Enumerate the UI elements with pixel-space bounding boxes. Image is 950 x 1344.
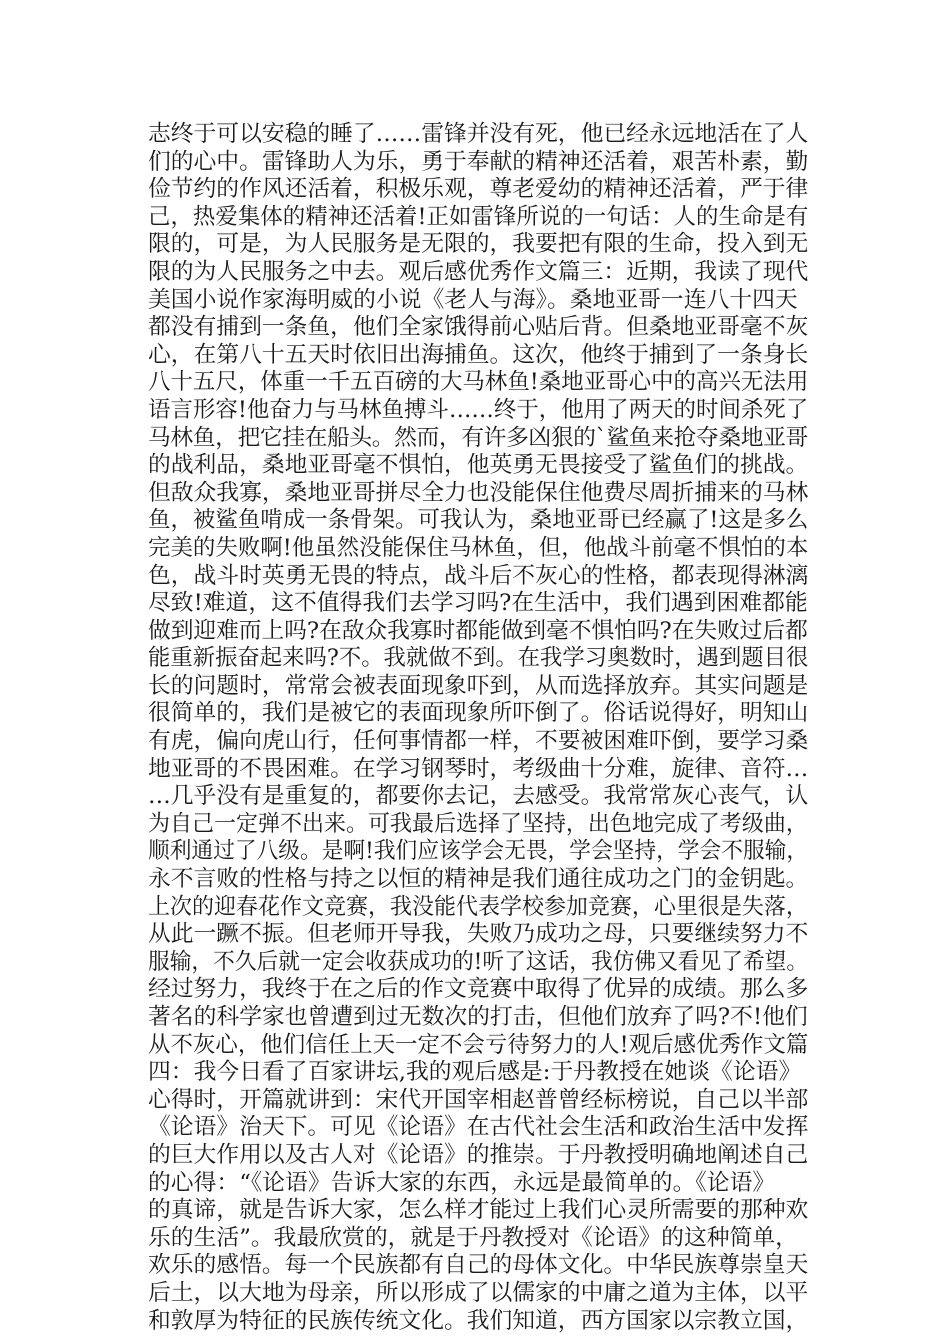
text-line: 俭节约的作风还活着，积极乐观，尊老爱幼的精神还活着，严于律 bbox=[148, 176, 809, 203]
text-line: 心得时，开篇就讲到：宋代开国宰相赵普曾经标榜说，自己以半部 bbox=[148, 1086, 809, 1113]
text-line: 服输，不久后就一定会收获成功的!听了这话，我仿佛又看见了希望。 bbox=[148, 948, 809, 975]
text-line: 己，热爱集体的精神还活着!正如雷锋所说的一句话：人的生命是有 bbox=[148, 203, 809, 230]
text-line: 上次的迎春花作文竞赛，我没能代表学校参加竞赛，心里很是失落， bbox=[148, 893, 808, 920]
text-line: 地亚哥的不畏困难。在学习钢琴时，考级曲十分难，旋律、音符… bbox=[148, 755, 809, 782]
text-line: 和敦厚为特征的民族传统文化。我们知道，西方国家以宗教立国， bbox=[148, 1307, 809, 1334]
text-line: 从此一蹶不振。但老师开导我，失败乃成功之母，只要继续努力不 bbox=[148, 921, 809, 948]
text-line: 经过努力，我终于在之后的作文竞赛中取得了优异的成绩。那么多 bbox=[148, 976, 809, 1003]
text-line: 但敌众我寡，桑地亚哥拼尽全力也没能保住他费尽周折捕来的马林 bbox=[148, 479, 809, 506]
text-line: 著名的科学家也曾遭到过无数次的打击，但他们放弃了吗?不!他们 bbox=[148, 1004, 808, 1030]
text-line: 长的问题时，常常会被表面现象吓到，从而选择放弃。其实问题是 bbox=[148, 672, 809, 699]
text-line: 限的为人民服务之中去。观后感优秀作文篇三：近期，我读了现代 bbox=[148, 258, 809, 285]
text-line: …几乎没有是重复的，都要你去记，去感受。我常常灰心丧气，认 bbox=[148, 783, 809, 810]
text-line: 的巨大作用以及古人对《论语》的推崇。于丹教授明确地阐述自己 bbox=[148, 1141, 809, 1168]
text-line: 《论语》治天下。可见《论语》在古代社会生活和政治生活中发挥 bbox=[148, 1114, 809, 1141]
text-line: 色，战斗时英勇无畏的特点，战斗后不灰心的性格，都表现得淋漓 bbox=[148, 562, 809, 589]
text-line: 后土，以大地为母亲，所以形成了以儒家的中庸之道为主体，以平 bbox=[148, 1279, 809, 1306]
text-line: 从不灰心，他们信任上天一定不会亏待努力的人!观后感优秀作文篇 bbox=[148, 1031, 809, 1058]
text-line: 志终于可以安稳的睡了……雷锋并没有死，他已经永远地活在了人 bbox=[148, 121, 809, 147]
text-line: 顺利通过了八级。是啊!我们应该学会无畏，学会坚持，学会不服输， bbox=[148, 838, 809, 865]
text-line: 八十五尺，体重一千五百磅的大马林鱼!桑地亚哥心中的高兴无法用 bbox=[148, 369, 809, 396]
text-line: 的真谛，就是告诉大家，怎么样才能过上我们心灵所需要的那种欢 bbox=[148, 1197, 809, 1224]
text-line: 心，在第八十五天时依旧出海捕鱼。这次，他终于捕到了一条身长 bbox=[148, 341, 809, 368]
text-line: 语言形容!他奋力与马林鱼搏斗……终于，他用了两天的时间杀死了 bbox=[148, 396, 809, 423]
text-line: 马林鱼，把它挂在船头。然而，有许多凶狠的`鲨鱼来抢夺桑地亚哥 bbox=[148, 424, 808, 451]
text-line: 限的，可是，为人民服务是无限的，我要把有限的生命，投入到无 bbox=[148, 231, 809, 258]
text-line: 有虎，偏向虎山行，任何事情都一样，不要被困难吓倒，要学习桑 bbox=[148, 728, 809, 755]
text-line: 们的心中。雷锋助人为乐，勇于奉献的精神还活着，艰苦朴素，勤 bbox=[148, 148, 809, 175]
text-line: 尽致!难道，这不值得我们去学习吗?在生活中，我们遇到困难都能 bbox=[148, 590, 808, 617]
body-text bbox=[148, 121, 808, 1335]
text-line: 完美的失败啊!他虽然没能保住马林鱼，但，他战斗前毫不惧怕的本 bbox=[148, 534, 809, 561]
text-line: 都没有捕到一条鱼，他们全家饿得前心贴后背。但桑地亚哥毫不灰 bbox=[148, 314, 809, 341]
text-line: 永不言败的性格与持之以恒的精神是我们通往成功之门的金钥匙。 bbox=[148, 866, 809, 893]
text-line: 的战利品，桑地亚哥毫不惧怕，他英勇无畏接受了鲨鱼们的挑战。 bbox=[148, 452, 809, 479]
text-line: 美国小说作家海明威的小说《老人与海》。桑地亚哥一连八十四天 bbox=[148, 286, 798, 313]
text-line: 欢乐的感悟。每一个民族都有自己的母体文化。中华民族尊崇皇天 bbox=[148, 1252, 809, 1279]
text-line: 乐的生活”。我最欣赏的，就是于丹教授对《论语》的这种简单， bbox=[148, 1224, 798, 1251]
text-line: 四：我今日看了百家讲坛,我的观后感是:于丹教授在她谈《论语》 bbox=[148, 1059, 802, 1086]
text-line: 做到迎难而上吗?在敌众我寡时都能做到毫不惧怕吗?在失败过后都 bbox=[148, 617, 808, 644]
text-line: 鱼，被鲨鱼啃成一条骨架。可我认为，桑地亚哥已经赢了!这是多么 bbox=[148, 507, 809, 534]
text-line: 为自己一定弹不出来。可我最后选择了坚持，出色地完成了考级曲， bbox=[148, 810, 808, 837]
text-line: 能重新振奋起来吗?不。我就做不到。在我学习奥数时，遇到题目很 bbox=[148, 645, 809, 672]
text-line: 的心得：“《论语》告诉大家的东西，永远是最简单的。《论语》 bbox=[148, 1169, 776, 1196]
text-line: 很简单的，我们是被它的表面现象所吓倒了。俗话说得好，明知山 bbox=[148, 700, 809, 727]
